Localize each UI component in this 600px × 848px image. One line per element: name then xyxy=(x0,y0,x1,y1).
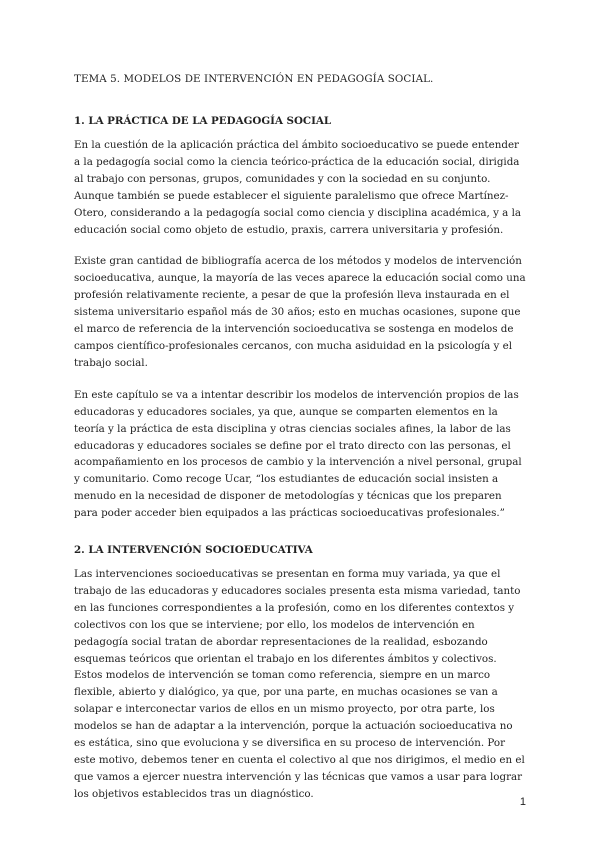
document-page xyxy=(74,72,526,818)
paragraph: Existe gran cantidad de bibliografía acerca de los métodos y modelos de intervención socioeducativa, aunque, la mayoría de las veces aparece la educación social como una profesión relativamente reciente, a pesar de que la profesión lleva instaurada en el sistema universitario español más de 30 años; esto en muchas ocasiones, supone que el marco de referencia de la intervención socioeducativa se sostenga en modelos de campos científico-profesionales cercanos, con mucha asiduidad en la psicología y el trabajo social. xyxy=(74,255,526,369)
document-title: TEMA 5. MODELOS DE INTERVENCIÓN EN PEDAGOGÍA SOCIAL. xyxy=(74,73,434,85)
page-number: 1 xyxy=(519,796,526,808)
paragraph: En la cuestión de la aplicación práctica del ámbito socioeducativo se puede entender a la pedagogía social como la ciencia teórico-práctica de la educación social, dirigida al trabajo con personas, grupos, comunidades y con la sociedad en su conjunto. Aunque también se puede establecer el siguiente paralelismo que ofrece Martínez-Otero, considerando a la pedagogía social como ciencia y disciplina académica, y a la educación social como objeto de estudio, praxis, carrera universitaria y profesión. xyxy=(74,139,521,236)
paragraph: En este capítulo se va a intentar describir los modelos de intervención propios de las educadoras y educadores sociales, ya que, aunque se comparten elementos en la teoría y la práctica de esta disciplina y otras ciencias sociales afines, la labor de las educadoras y educadores sociales se define por el trato directo con las personas, el acompañamiento en los procesos de cambio y la intervención a nivel personal, grupal y comunitario. Como recoge Ucar, “los estudiantes de educación social insisten a menudo en la necesidad de disponer de metodologías y técnicas que los preparen para poder acceder bien equipados a las prácticas socioeducativas profesionales.” xyxy=(74,388,522,520)
paragraph: Las intervenciones socioeducativas se presentan en forma muy variada, ya que el trabajo de las educadoras y educadores sociales presenta esta misma variedad, tanto en las funciones correspondientes a la profesión, como en los diferentes contextos y colectivos con los que se interviene; por ello, los modelos de intervención en pedagogía social tratan de abordar representaciones de la realidad, esbozando esquemas teóricos que orientan el trabajo en los diferentes ámbitos y colectivos. Estos modelos de intervención se toman como referencia, siempre en un marco flexible, abierto y dialógico, ya que, por una parte, en muchas ocasiones se van a solapar e interconectar varios de ellos en un mismo proyecto, por otra parte, los modelos se han de adaptar a la intervención, porque la actuación socioeducativa no es estática, sino que evoluciona y se diversifica en su proceso de intervención. Por este motivo, debemos tener en cuenta el colectivo al que nos dirigimos, el medio en el que vamos a ejercer nuestra intervención y las técnicas que vamos a usar para lograr los objetivos establecidos tras un diagnóstico. xyxy=(74,568,525,800)
section-heading: 1. LA PRÁCTICA DE LA PEDAGOGÍA SOCIAL xyxy=(74,115,332,127)
section-heading: 2. LA INTERVENCIÓN SOCIOEDUCATIVA xyxy=(74,544,313,557)
